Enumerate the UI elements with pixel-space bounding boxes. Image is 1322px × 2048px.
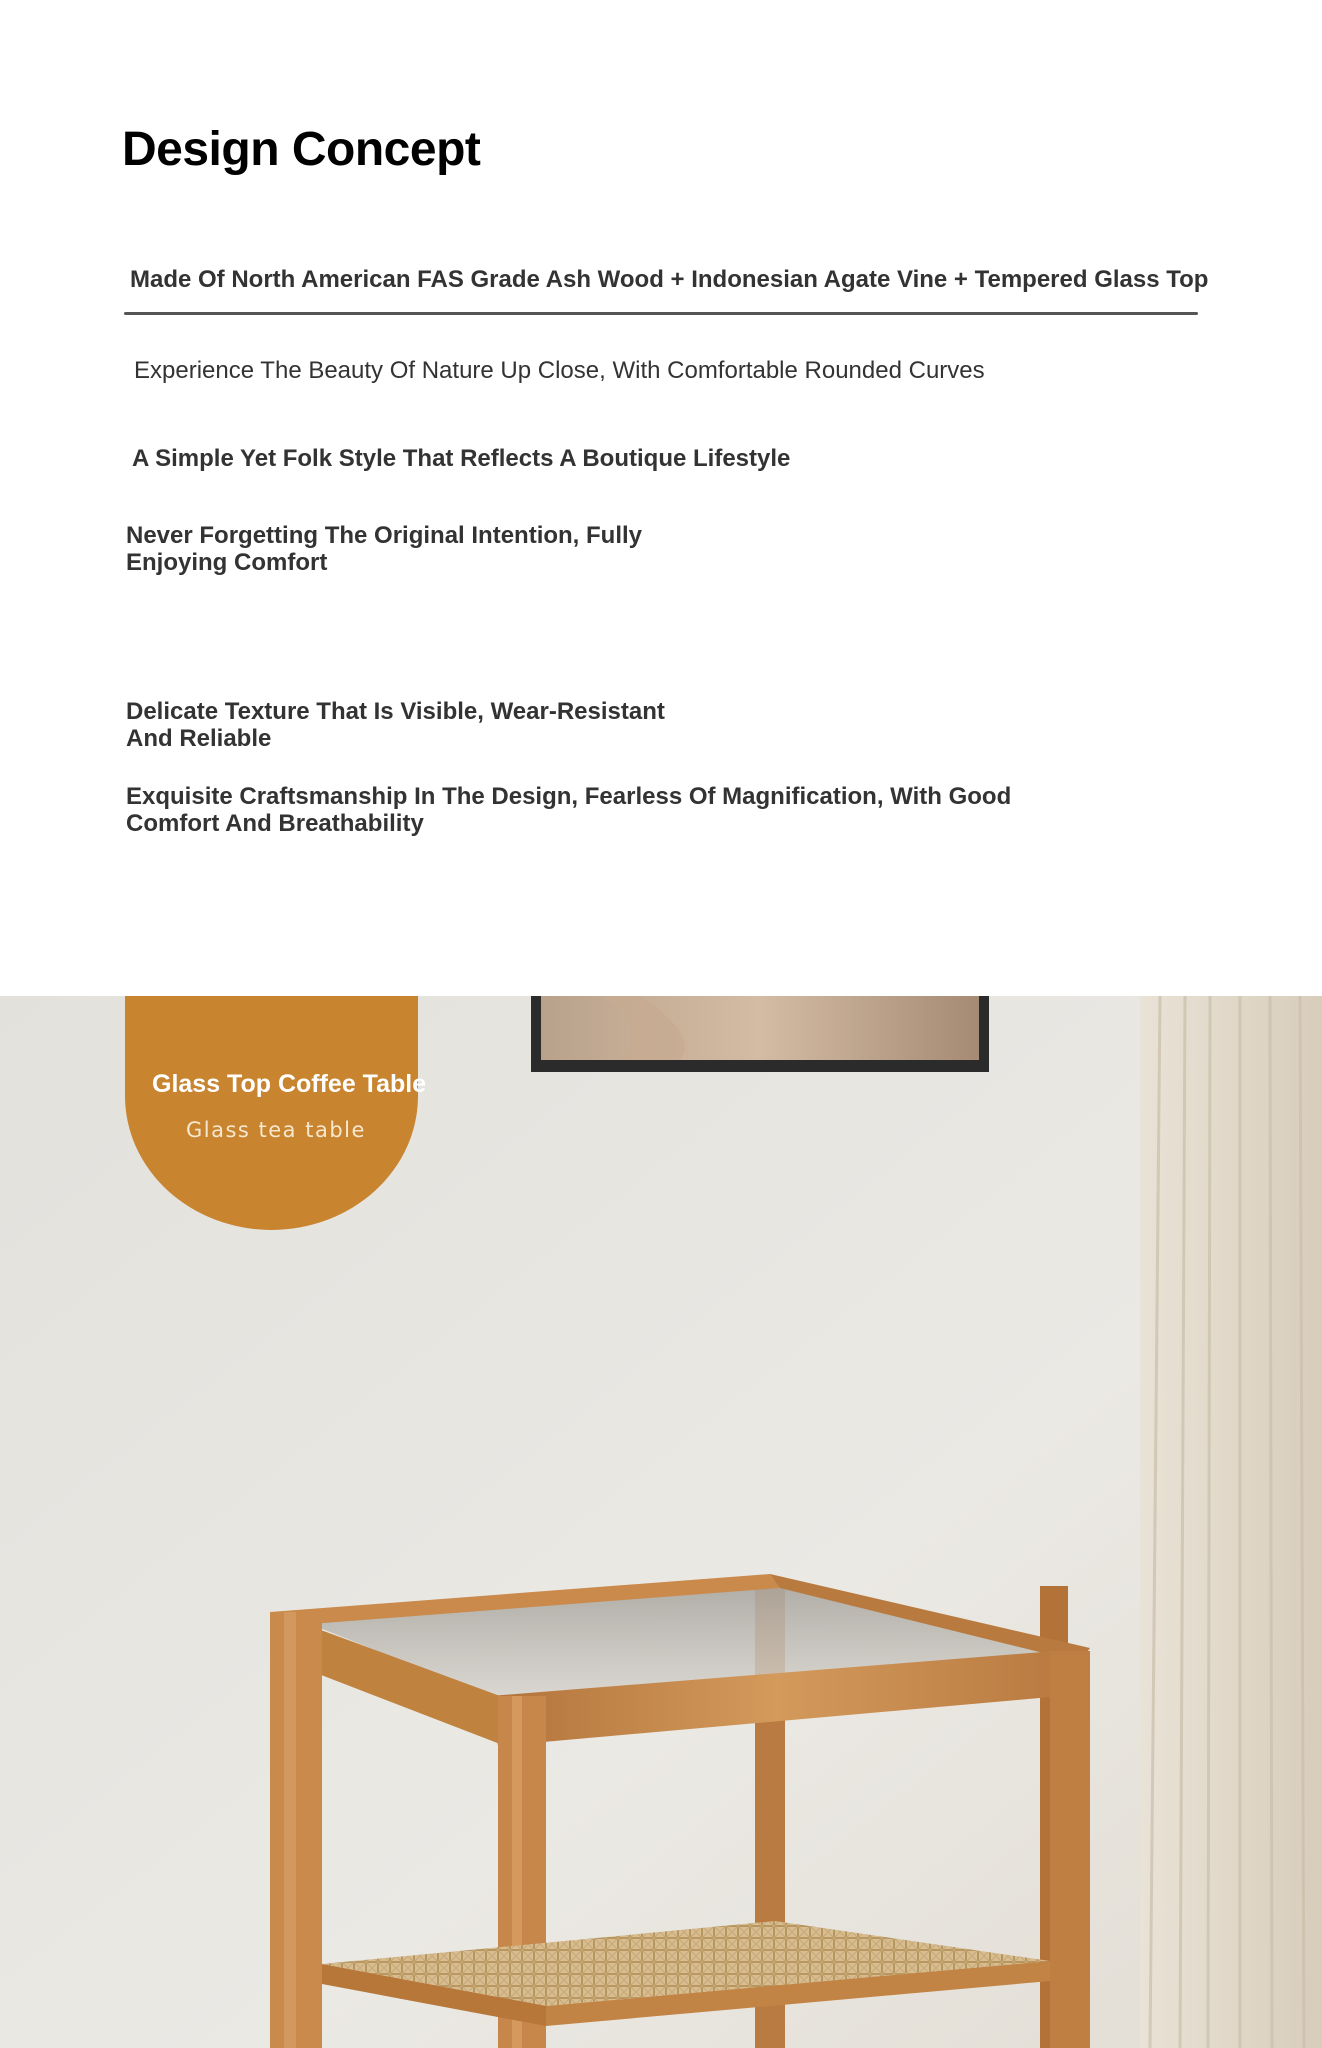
divider: [124, 312, 1198, 315]
feature-craftsmanship: Exquisite Craftsmanship In The Design, Fearless Of Magnification, With Good Comfort And Breathability: [126, 783, 1012, 837]
page-title: Design Concept: [122, 123, 481, 176]
feature-folk-style: A Simple Yet Folk Style That Reflects A Boutique Lifestyle: [132, 445, 791, 472]
feature-intention: Never Forgetting The Original Intention, Fully Enjoying Comfort: [126, 522, 643, 576]
feature-texture: Delicate Texture That Is Visible, Wear-Resistant And Reliable: [126, 698, 665, 752]
feature-beauty: Experience The Beauty Of Nature Up Close, With Comfortable Rounded Curves: [134, 357, 985, 384]
badge-shape: [125, 996, 418, 1230]
badge-title: Glass Top Coffee Table: [152, 1070, 427, 1098]
feature-materials: Made Of North American FAS Grade Ash Wood + Indonesian Agate Vine + Tempered Glass Top: [130, 266, 1209, 293]
badge-subtitle: Glass tea table: [186, 1118, 366, 1142]
